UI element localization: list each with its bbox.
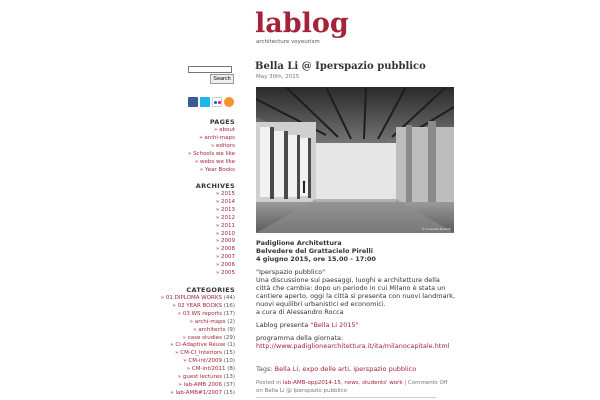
event-heading-1: Padiglione Architettura (256, 239, 342, 247)
comments-status: | Comments Off on Bella Li @ Iperspazio pubblico (256, 380, 448, 394)
tag-link[interactable]: iperspazio pubblico (353, 365, 417, 373)
post-divider (256, 397, 436, 398)
category-count: (2) (227, 318, 235, 325)
post-date: May 30th, 2015 (256, 74, 300, 80)
archive-link[interactable]: » 2008 (216, 246, 235, 254)
category-label[interactable]: CM-CI_Interiors (180, 350, 222, 357)
category-count: (13) (223, 374, 235, 381)
category-link[interactable] (161, 374, 235, 382)
category-count: (37) (223, 381, 235, 388)
page-link[interactable]: » about (188, 127, 235, 135)
vimeo-icon[interactable] (200, 97, 210, 107)
page-link[interactable]: » Schools we like (188, 151, 235, 159)
post-meta: Posted in lab-AMB-opp2014-15, news, students' work | Comments Off on Bella Li @ Iperspazio pubblico (256, 380, 448, 394)
category-count: (17) (223, 310, 235, 317)
pages-title: PAGES (209, 118, 235, 126)
image-caption: © Universita del Pirelli (421, 228, 451, 231)
category-count: (8) (227, 366, 235, 373)
event-description: Una discussione sui paesaggi, luoghi e architetture della città che cambia: dopo un periodo in cui Milano è stata un cantiere aperto, oggi la città si presenta con nuovi landmark, nuovi equilibri urbanistici ed economici. (256, 276, 456, 308)
category-label[interactable]: case studies (187, 334, 222, 341)
archive-link[interactable]: » 2010 (216, 231, 235, 239)
event-presents (256, 321, 456, 329)
tags-label: Tags: (256, 365, 275, 373)
flickr-icon[interactable] (212, 97, 222, 107)
archive-link[interactable]: » 2011 (216, 223, 235, 231)
page-link[interactable]: » editors (188, 143, 235, 151)
event-curator: a cura di Alessandro Rocca (256, 308, 344, 316)
category-link[interactable] (161, 350, 235, 358)
meta-category-link[interactable]: news (344, 380, 359, 386)
category-link[interactable] (161, 303, 235, 311)
category-label[interactable]: 01 DIPLOMA WORKS (165, 295, 222, 301)
category-link[interactable] (161, 342, 235, 350)
archives-list (216, 191, 235, 278)
archive-link[interactable]: » 2014 (216, 199, 235, 207)
site-tagline: architecture voyeurism (256, 39, 320, 45)
category-count: (15) (223, 389, 235, 396)
archive-link[interactable]: » 2015 (216, 191, 235, 199)
page-link[interactable]: » webs we like (188, 159, 235, 167)
program-link-row (256, 342, 456, 350)
category-count: (44) (223, 295, 235, 301)
category-label[interactable]: 02 YEAR BOOKS (177, 302, 222, 309)
pages-list (188, 127, 235, 174)
category-count: (10) (223, 358, 235, 365)
posted-in-label: Posted in (256, 380, 283, 386)
archive-link[interactable]: » 2012 (216, 215, 235, 223)
meta-category-link[interactable]: students' work (362, 380, 403, 386)
post-image[interactable] (256, 87, 454, 233)
page-link[interactable]: » archi-maps (188, 135, 235, 143)
category-count: (1) (227, 342, 235, 349)
post-tags: Tags: Bella Li, expo delle arti, iperspazio pubblico (256, 365, 417, 373)
category-label[interactable]: CM-int/2011 (191, 366, 226, 373)
category-link[interactable] (161, 327, 235, 335)
rss-icon[interactable] (224, 97, 234, 107)
category-link[interactable] (161, 382, 235, 390)
category-link[interactable] (161, 358, 235, 366)
category-label[interactable]: lab-AMB#1/2007 (175, 389, 222, 396)
category-label[interactable]: CI-Adaptive Reuse (175, 342, 226, 349)
event-quote: "Iperspazio pubblico" (256, 268, 326, 276)
event-heading-3: 4 giugno 2015, ore 15.00 - 17:00 (256, 255, 376, 263)
architecture-photo (256, 87, 454, 233)
archive-link[interactable]: » 2007 (216, 254, 235, 262)
categories-title: CATEGORIES (186, 286, 235, 294)
categories-list (161, 295, 235, 398)
category-label[interactable]: lab-AMB 2006 (183, 381, 222, 388)
social-icons (188, 97, 234, 107)
event-heading-2: Belvedere del Grattacielo Pirelli (256, 247, 373, 255)
post-title[interactable]: Bella Li @ Iperspazio pubblico (255, 61, 426, 72)
category-count: (9) (227, 326, 235, 333)
category-link[interactable] (161, 366, 235, 374)
category-label[interactable]: CM-int/2009 (188, 358, 222, 365)
page-link[interactable]: » Year Books (188, 167, 235, 175)
presents-link[interactable]: "Bella Li 2015" (310, 321, 359, 329)
tag-link[interactable]: Bella Li (274, 365, 299, 373)
category-label[interactable]: 03 WS reports (182, 310, 222, 317)
facebook-icon[interactable] (188, 97, 198, 107)
category-label[interactable]: archi-maps (194, 318, 226, 325)
category-link[interactable] (161, 295, 235, 303)
archive-link[interactable]: » 2005 (216, 270, 235, 278)
category-link[interactable] (161, 390, 235, 398)
category-label[interactable]: guest lectures (182, 374, 222, 381)
meta-category-link[interactable]: lab-AMB-opp2014-15 (282, 380, 341, 386)
search-input[interactable] (188, 66, 232, 73)
archive-link[interactable]: » 2013 (216, 207, 235, 215)
presents-prefix: Lablog presenta (256, 321, 311, 329)
archives-title: ARCHIVES (195, 182, 235, 190)
category-count: (29) (223, 334, 235, 341)
archive-link[interactable]: » 2009 (216, 238, 235, 246)
archive-link[interactable]: » 2006 (216, 262, 235, 270)
category-label[interactable]: architects (198, 326, 226, 333)
category-link[interactable] (161, 335, 235, 343)
category-count: (15) (223, 350, 235, 357)
tag-link[interactable]: expo delle arti (302, 365, 350, 373)
post-body (256, 239, 456, 350)
category-link[interactable] (161, 311, 235, 319)
search-button[interactable]: Search (210, 74, 234, 84)
program-label: programma della giornata: (256, 334, 344, 342)
category-count: (16) (223, 302, 235, 309)
category-link[interactable] (161, 319, 235, 327)
program-link[interactable]: http://www.padiglionearchitettura.it/ita/milanocapitale.html (256, 342, 450, 350)
site-title[interactable]: lablog (255, 8, 349, 39)
